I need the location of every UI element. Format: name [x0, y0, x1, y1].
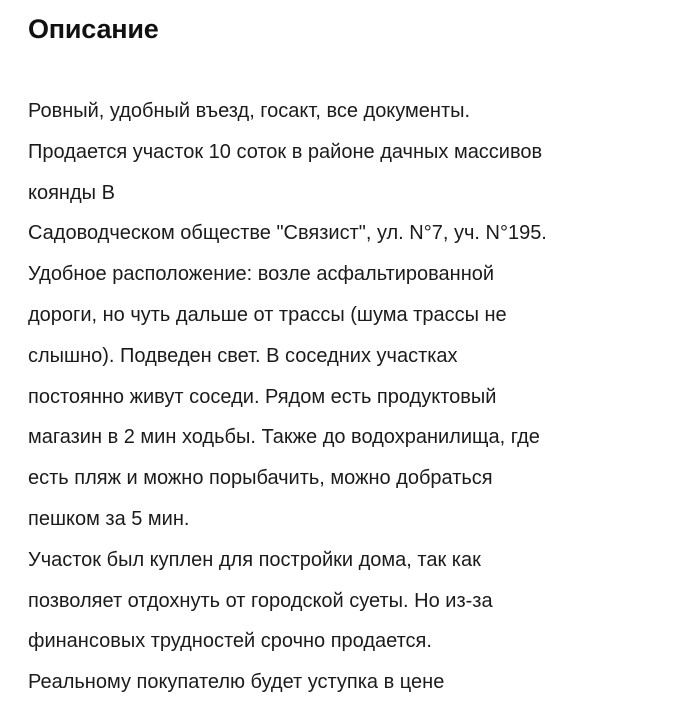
description-line: Реальному покупателю будет уступка в цене	[28, 671, 445, 694]
description-title: Описание	[28, 14, 159, 44]
description-text	[28, 91, 668, 703]
description-line: дороги, но чуть дальше от трассы (шума трассы не	[28, 303, 507, 326]
description-line: постоянно живут соседи. Рядом есть продуктовый	[28, 385, 497, 408]
description-line: Участок был куплен для постройки дома, так как	[28, 548, 481, 571]
description-line: слышно). Подведен свет. В соседних участках	[28, 344, 458, 367]
description-line: позволяет отдохнуть от городской суеты. Но из-за	[28, 589, 493, 612]
description-line: пешком за 5 мин.	[28, 507, 190, 530]
description-line: магазин в 2 мин ходьбы. Также до водохранилища, где	[28, 426, 540, 449]
description-line: Удобное расположение: возле асфальтированной	[28, 263, 495, 286]
description-line: Садоводческом обществе "Связист", ул. N°7, уч. N°195.	[28, 222, 547, 245]
description-line: финансовых трудностей срочно продается.	[28, 630, 432, 653]
description-line: Продается участок 10 соток в районе дачных массивов	[28, 140, 543, 163]
description-line: есть пляж и можно порыбачить, можно добраться	[28, 467, 493, 490]
description-section	[28, 0, 668, 703]
description-line: Ровный, удобный въезд, госакт, все документы.	[28, 100, 471, 122]
description-line: коянды В	[28, 181, 115, 204]
